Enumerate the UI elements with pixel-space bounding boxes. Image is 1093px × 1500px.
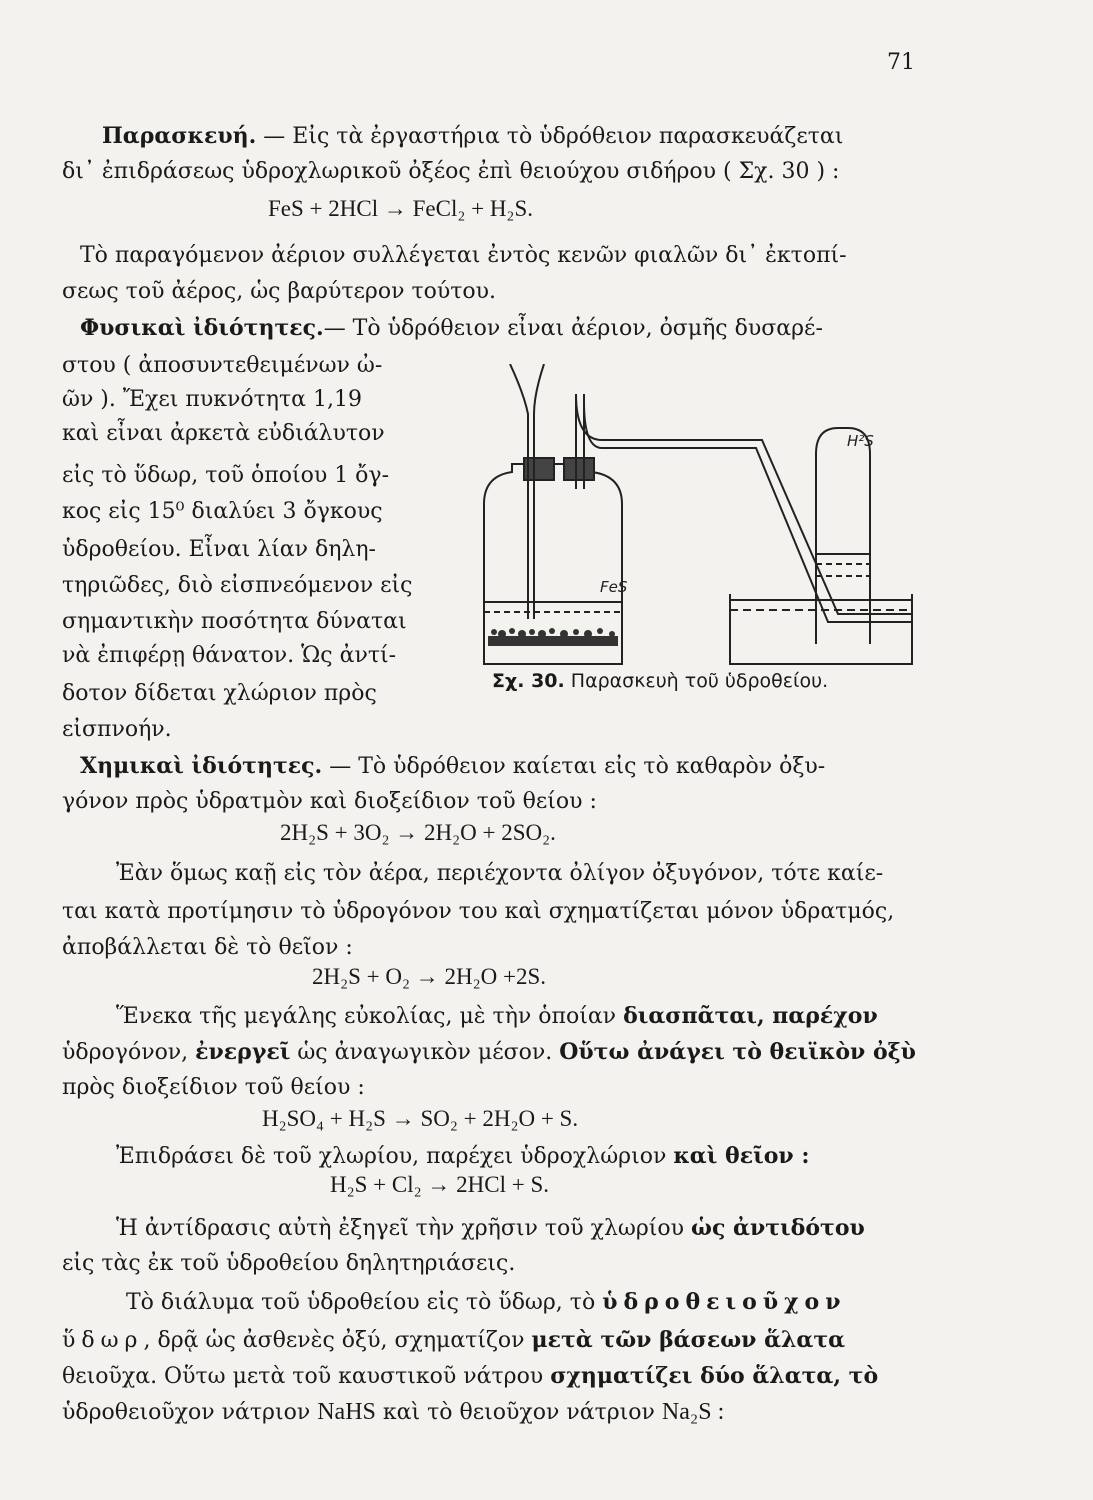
heading-preparation: Παρασκευή. xyxy=(102,123,257,149)
equation-5: H₂S + Cl₂ → 2HCl + S. xyxy=(330,1172,549,1197)
sol-text-1 xyxy=(126,1286,847,1319)
chem-text-2: γόνον πρὸς ὑδρατμὸν καὶ διοξείδιον τοῦ θείου : xyxy=(62,789,597,814)
chem-text-10a: Ἡ ἀντίδρασις αὐτὴ ἐξηγεῖ τὴν χρῆσιν τοῦ χλωρίου xyxy=(116,1216,692,1241)
chem-text-9a: Ἐπιδράσει δὲ τοῦ χλωρίου, παρέχει ὑδροχλώριον xyxy=(116,1144,674,1169)
phys-line: στου ( ἀποσυντεθειμένων ὠ- xyxy=(62,353,383,378)
phys-line: κος εἰς 15⁰ διαλύει 3 ὄγκους xyxy=(62,499,383,524)
chem-text-3: Ἐὰν ὅμως καῇ εἰς τὸν ἀέρα, περιέχοντα ὀλίγον ὀξυγόνον, τότε καίε- xyxy=(116,861,884,886)
phys-line: τηριῶδες, διὸ εἰσπνεόμενον εἰς xyxy=(62,573,413,598)
phys-line: εἰς τὸ ὕδωρ, τοῦ ὁποίου 1 ὄγ- xyxy=(62,463,390,488)
heading-chemical-properties: Χημικαὶ ἰδιότητες. xyxy=(80,753,323,779)
phys-line: ῶν ). Ἔχει πυκνότητα 1,19 xyxy=(62,387,362,412)
sol-text-1b: ὑδροθειοῦχον xyxy=(602,1289,847,1315)
label-fes: FeS xyxy=(600,578,628,596)
label-h2s: H²S xyxy=(847,432,874,450)
chem-text-8: πρὸς διοξείδιον τοῦ θείου : xyxy=(62,1075,365,1100)
phys-line: σημαντικὴν ποσότητα δύναται xyxy=(62,609,407,634)
chem-text-7d: Οὕτω ἀνάγει τὸ θειϊκὸν ὀξὺ xyxy=(559,1039,916,1065)
caption-number: Σχ. 30. xyxy=(492,670,565,692)
chem-text-5: ἀποβάλλεται δὲ τὸ θεῖον : xyxy=(62,935,353,960)
equation-3: 2H₂S + O₂ → 2H₂O +2S. xyxy=(312,964,547,989)
equation-2: 2H₂S + 3O₂ → 2H₂O + 2SO₂. xyxy=(280,820,556,845)
chem-text-9 xyxy=(116,1140,809,1173)
chem-text-11: εἰς τὰς ἐκ τοῦ ὑδροθείου δηλητηριάσεις. xyxy=(62,1251,516,1276)
chem-text-7 xyxy=(62,1036,916,1069)
chem-text-9b: καὶ θεῖον : xyxy=(673,1143,810,1169)
sol-text-1a: Τὸ διάλυμα τοῦ ὑδροθείου εἰς τὸ ὕδωρ, τὸ xyxy=(126,1290,603,1315)
phys-text-1: — Τὸ ὑδρόθειον εἶναι ἀέριον, ὀσμῆς δυσαρέ- xyxy=(323,316,823,341)
heading-physical-properties: Φυσικαὶ ἰδιότητες. xyxy=(80,315,324,341)
chem-text-4: ται κατὰ προτίμησιν τὸ ὑδρογόνον του καὶ σχηματίζεται μόνον ὑδρατμός, xyxy=(62,899,895,924)
chem-text-6b: διασπᾶται, παρέχον xyxy=(623,1003,878,1029)
figure-caption xyxy=(492,670,828,692)
chem-paragraph-line-1 xyxy=(80,750,825,783)
phys-line: νὰ ἐπιφέρῃ θάνατον. Ὡς ἀντί- xyxy=(62,643,397,668)
chem-text-7a: ὑδρογόνον, xyxy=(62,1040,196,1065)
phys-line: καὶ εἶναι ἀρκετὰ εὐδιάλυτον xyxy=(62,421,385,446)
page-number: 71 xyxy=(887,50,915,75)
caption-text: Παρασκευὴ τοῦ ὑδροθείου. xyxy=(570,670,829,692)
prep-text-4: σεως τοῦ ἀέρος, ὡς βαρύτερον τούτου. xyxy=(62,279,497,304)
phys-paragraph-line-1 xyxy=(80,312,823,345)
sol-text-3 xyxy=(62,1360,878,1393)
chem-text-10b: ὡς ἀντιδότου xyxy=(691,1215,865,1241)
sol-text-4 xyxy=(62,1396,724,1429)
prep-text-1: — Εἰς τὰ ἐργαστήρια τὸ ὑδρόθειον παρασκευάζεται xyxy=(256,124,844,149)
sol-text-2 xyxy=(62,1324,845,1357)
sol-text-2b: , δρᾷ ὡς ἀσθενὲς ὀξύ, σχηματίζον xyxy=(143,1328,532,1353)
prep-paragraph-line-1 xyxy=(102,120,843,153)
sol-text-4b: NaHS xyxy=(317,1399,376,1425)
sol-text-2c: μετὰ τῶν βάσεων ἅλατα xyxy=(531,1327,846,1353)
sol-text-4a: ὑδροθειοῦχον νάτριον xyxy=(62,1400,318,1425)
chem-text-7c: ὡς ἀναγωγικὸν μέσον. xyxy=(290,1040,560,1065)
sol-text-2a: ὕδωρ xyxy=(62,1328,144,1353)
phys-line: εἰσπνοήν. xyxy=(62,717,172,742)
sol-text-3a: θειοῦχα. Οὕτω μετὰ τοῦ καυστικοῦ νάτρου xyxy=(62,1364,551,1389)
equation-1: FeS + 2HCl → FeCl₂ + H₂S. xyxy=(268,196,533,221)
chem-text-7b: ἐνεργεῖ xyxy=(195,1039,291,1065)
prep-text-2: δι᾽ ἐπιδράσεως ὑδροχλωρικοῦ ὀξέος ἐπὶ θειούχου σιδήρου ( Σχ. 30 ) : xyxy=(62,159,840,184)
sol-text-4d: Na₂S : xyxy=(661,1399,725,1425)
chem-text-6a: Ἕνεκα τῆς μεγάλης εὐκολίας, μὲ τὴν ὁποίαν xyxy=(116,1004,624,1029)
sol-text-4c: καὶ τὸ θειοῦχον νάτριον xyxy=(375,1400,662,1425)
equation-4: H₂SO₄ + H₂S → SO₂ + 2H₂O + S. xyxy=(262,1106,579,1131)
chem-text-6 xyxy=(116,1000,878,1033)
sol-text-3b: σχηματίζει δύο ἅλατα, τὸ xyxy=(550,1363,879,1389)
figure-h2s-apparatus xyxy=(472,364,918,694)
phys-line: δοτον δίδεται χλώριον πρὸς xyxy=(62,681,377,706)
chem-text-10 xyxy=(116,1212,865,1245)
prep-text-3: Τὸ παραγόμενον ἀέριον συλλέγεται ἐντὸς κενῶν φιαλῶν δι᾽ ἐκτοπί- xyxy=(80,243,847,268)
phys-line: ὑδροθείου. Εἶναι λίαν δηλη- xyxy=(62,537,376,562)
chem-text-1: — Τὸ ὑδρόθειον καίεται εἰς τὸ καθαρὸν ὀξυ- xyxy=(322,754,826,779)
